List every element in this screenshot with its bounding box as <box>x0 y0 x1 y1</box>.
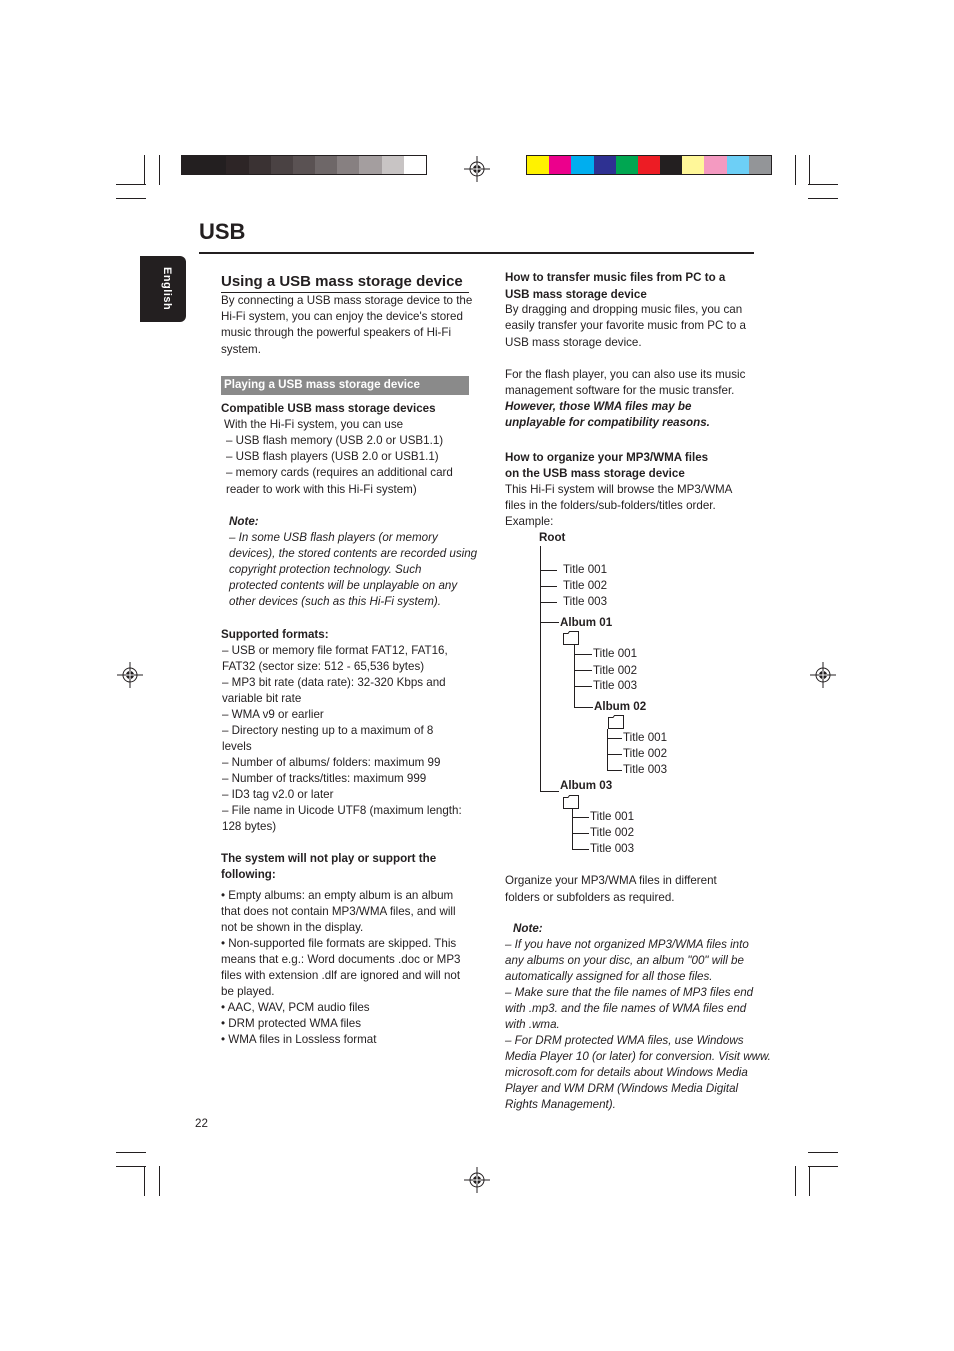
note-line: Rights Management). <box>505 1098 616 1111</box>
unsupported-item: that does not contain MP3/WMA files, and will <box>221 905 456 918</box>
section-bar-label: Playing a USB mass storage device <box>224 378 420 391</box>
compatible-item: reader to work with this Hi-Fi system) <box>226 482 417 496</box>
note-line: – If you have not organized MP3/WMA files into <box>505 938 749 951</box>
grayscale-bar <box>181 155 427 175</box>
compatible-heading: Compatible USB mass storage devices <box>221 402 436 415</box>
tree-album-02: Album 02 <box>594 700 647 713</box>
intro-line: system. <box>221 342 261 356</box>
tree-album-01: Album 01 <box>560 616 613 629</box>
format-item: variable bit rate <box>222 692 302 705</box>
organize-heading-line: on the USB mass storage device <box>505 467 685 480</box>
compatible-item: – memory cards (requires an additional card <box>226 466 453 480</box>
registration-mark-icon <box>117 662 143 688</box>
tree-root-title-3: Title 003 <box>563 595 608 608</box>
page-title: USB <box>199 219 246 244</box>
format-item: – WMA v9 or earlier <box>222 708 324 721</box>
color-swatch <box>704 156 726 174</box>
section-bar <box>221 376 469 395</box>
format-item: levels <box>222 740 252 753</box>
note-line: – For DRM protected WMA files, use Windows <box>505 1034 744 1047</box>
tree-album-03: Album 03 <box>560 779 613 792</box>
organize-line: files in the folders/sub-folders/titles order. <box>505 499 716 512</box>
transfer-line: USB mass storage device. <box>505 335 642 349</box>
flash-line: management software for the music transfer. <box>505 384 735 397</box>
tree-album01-title-2: Title 002 <box>593 664 638 677</box>
organize-heading-line: How to organize your MP3/WMA files <box>505 451 709 464</box>
intro-line: music through the powerful speakers of Hi-Fi <box>221 326 452 340</box>
organize-line: This Hi-Fi system will browse the MP3/WMA <box>505 483 733 496</box>
color-swatch <box>404 156 426 174</box>
transfer-heading-line: How to transfer music files from PC to a <box>505 271 726 284</box>
note-line: microsoft.com for details about Windows Media <box>505 1066 748 1079</box>
color-swatch <box>382 156 404 174</box>
flash-line: For the flash player, you can also use its music <box>505 368 746 381</box>
organize-after-line: Organize your MP3/WMA files in different <box>505 874 717 887</box>
right-note-label: Note: <box>513 922 543 935</box>
format-item: – MP3 bit rate (data rate): 32-320 Kbps and <box>222 676 446 689</box>
unsupported-item: not be shown in the display. <box>221 921 364 934</box>
tree-album01-title-1: Title 001 <box>593 647 638 660</box>
color-swatch <box>727 156 749 174</box>
color-swatch <box>315 156 337 174</box>
page-number: 22 <box>195 1117 208 1130</box>
tree-album03-title-2: Title 002 <box>590 826 635 839</box>
tree-root-title-2: Title 002 <box>563 579 608 592</box>
format-item: – USB or memory file format FAT12, FAT16, <box>222 644 448 657</box>
color-swatch <box>527 156 549 174</box>
tree-root-title-1: Title 001 <box>563 563 608 576</box>
note-line: – In some USB flash players (or memory <box>229 531 438 544</box>
note-line: Media Player 10 (or later) for conversion. Visit www. <box>505 1050 771 1063</box>
unsupported-item: means that e.g.: Word documents .doc or MP3 <box>221 953 461 966</box>
color-swatch <box>271 156 293 174</box>
format-item: – File name in Uicode UTF8 (maximum length: <box>222 804 462 817</box>
color-swatch <box>638 156 660 174</box>
organize-line: Example: <box>505 515 554 528</box>
compatible-item: – USB flash players (USB 2.0 or USB1.1) <box>226 450 439 464</box>
transfer-line: By dragging and dropping music files, you can <box>505 303 743 316</box>
color-bar <box>526 155 772 175</box>
format-item: – Number of tracks/titles: maximum 999 <box>222 772 427 785</box>
note-line: other devices (such as this Hi-Fi system). <box>229 595 441 608</box>
unsupported-heading-line: The system will not play or support the <box>221 852 437 865</box>
note-line: copyright protection technology. Such <box>229 563 422 576</box>
unsupported-item: • WMA files in Lossless format <box>221 1033 377 1046</box>
unsupported-item: • Empty albums: an empty album is an album <box>221 889 454 902</box>
folder-icon <box>608 715 624 729</box>
color-swatch <box>293 156 315 174</box>
title-rule <box>199 252 754 254</box>
transfer-line: easily transfer your favorite music from PC to a <box>505 319 746 333</box>
formats-heading: Supported formats: <box>221 628 329 641</box>
color-swatch <box>660 156 682 174</box>
note-line: automatically assigned for all those files. <box>505 970 713 983</box>
color-swatch <box>571 156 593 174</box>
format-item: FAT32 (sector size: 512 - 65,536 bytes) <box>222 660 425 673</box>
tree-album03-title-1: Title 001 <box>590 810 635 823</box>
tree-album02-title-1: Title 001 <box>623 731 668 744</box>
tree-root: Root <box>539 531 566 544</box>
color-swatch <box>616 156 638 174</box>
color-swatch <box>226 156 248 174</box>
unsupported-item: files with extension .dlf are ignored and will not <box>221 969 461 982</box>
format-item: – Directory nesting up to a maximum of 8 <box>222 724 434 737</box>
warning-line: unplayable for compatibility reasons. <box>505 416 710 429</box>
note-line: – Make sure that the file names of MP3 files end <box>505 986 754 999</box>
tree-album02-title-3: Title 003 <box>623 763 668 776</box>
intro-line: By connecting a USB mass storage device to the <box>221 294 473 307</box>
folder-icon <box>563 631 579 645</box>
intro-line: Hi-Fi system, you can enjoy the device's stored <box>221 310 463 324</box>
unsupported-heading-line: following: <box>221 868 276 881</box>
registration-mark-icon <box>810 662 836 688</box>
left-heading: Using a USB mass storage device <box>221 273 463 290</box>
tree-album02-title-2: Title 002 <box>623 747 668 760</box>
color-swatch <box>749 156 771 174</box>
color-swatch <box>359 156 381 174</box>
note-line: any albums on your disc, an album "00" will be <box>505 954 744 967</box>
language-tab-label: English <box>161 267 173 311</box>
note-line: Player and WM DRM (Windows Media Digital <box>505 1082 739 1095</box>
color-swatch <box>682 156 704 174</box>
format-item: – Number of albums/ folders: maximum 99 <box>222 756 441 769</box>
format-item: 128 bytes) <box>222 820 277 833</box>
unsupported-item: • Non-supported file formats are skipped. This <box>221 937 457 950</box>
registration-mark-icon <box>464 156 490 182</box>
tree-album01-title-3: Title 003 <box>593 679 638 692</box>
compatible-intro: With the Hi-Fi system, you can use <box>224 418 404 431</box>
compatible-item: – USB flash memory (USB 2.0 or USB1.1) <box>226 434 444 447</box>
color-swatch <box>204 156 226 174</box>
registration-mark-icon <box>464 1167 490 1193</box>
unsupported-item: • AAC, WAV, PCM audio files <box>221 1001 370 1014</box>
warning-line: However, those WMA files may be <box>505 400 692 413</box>
unsupported-item: • DRM protected WMA files <box>221 1017 361 1030</box>
tree-album03-title-3: Title 003 <box>590 842 635 855</box>
left-note-label: Note: <box>229 515 259 528</box>
organize-after-line: folders or subfolders as required. <box>505 890 675 904</box>
unsupported-item: be played. <box>221 985 275 998</box>
note-line: protected contents will be unplayable on any <box>229 579 458 592</box>
format-item: – ID3 tag v2.0 or later <box>222 788 334 801</box>
color-swatch <box>337 156 359 174</box>
note-line: devices), the stored contents are recorded using <box>229 547 478 560</box>
color-swatch <box>549 156 571 174</box>
color-swatch <box>182 156 204 174</box>
color-swatch <box>249 156 271 174</box>
note-line: with .wma. <box>505 1018 560 1031</box>
folder-icon <box>563 795 579 809</box>
transfer-heading-line: USB mass storage device <box>505 287 647 301</box>
language-tab <box>140 256 186 322</box>
color-swatch <box>594 156 616 174</box>
note-line: with .mp3. and the file names of WMA files end <box>505 1002 747 1015</box>
